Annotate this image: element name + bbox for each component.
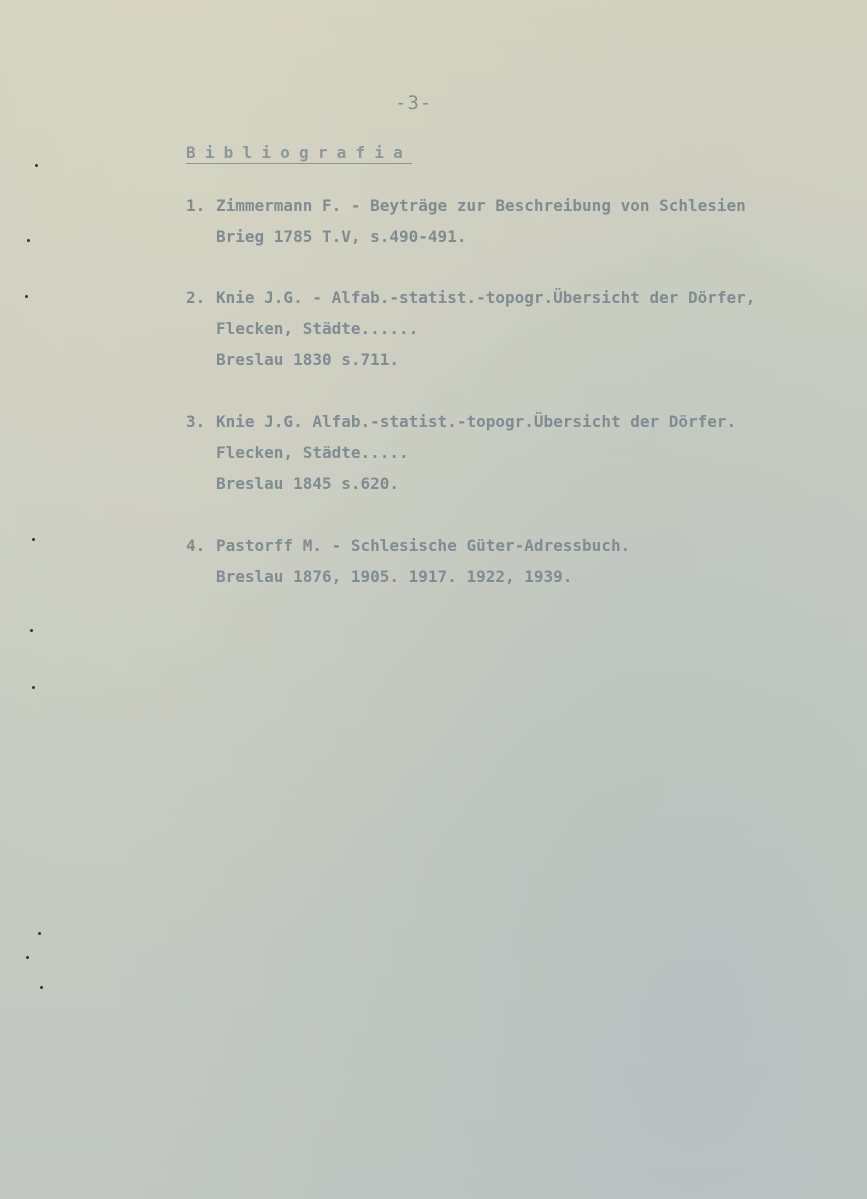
entry-text: Pastorff M. - Schlesische Güter-Adressbuch. — [216, 536, 631, 555]
bibliography-entry-2 — [186, 282, 755, 375]
entry-text: Knie J.G. - Alfab.-statist.-topogr.Übersicht der Dörfer, — [216, 288, 756, 307]
entry-line — [186, 437, 736, 468]
page-number: -3- — [395, 92, 433, 114]
entry-text: Breslau 1830 s.711. — [216, 350, 400, 369]
entry-line — [186, 313, 755, 344]
entry-line — [186, 468, 736, 499]
entry-line — [186, 406, 736, 437]
bibliography-heading: Bibliografia — [186, 143, 412, 162]
paper-speck — [32, 538, 35, 541]
entry-line — [186, 561, 630, 592]
entry-number: 4. — [186, 536, 206, 555]
entry-line — [186, 282, 755, 313]
entry-number: 1. — [186, 196, 206, 215]
paper-speck — [40, 986, 43, 989]
entry-text: Flecken, Städte...... — [216, 319, 419, 338]
entry-line — [186, 221, 746, 252]
paper-speck — [27, 239, 30, 242]
entry-line — [186, 344, 755, 375]
paper-speck — [26, 956, 29, 959]
paper-speck — [38, 932, 41, 935]
entry-text: Breslau 1876, 1905. 1917. 1922, 1939. — [216, 567, 573, 586]
paper-speck — [30, 629, 33, 632]
bibliography-entry-3 — [186, 406, 736, 499]
paper-speck — [35, 164, 38, 167]
paper-speck — [32, 686, 35, 689]
entry-line — [186, 530, 630, 561]
entry-text: Brieg 1785 T.V, s.490-491. — [216, 227, 467, 246]
bibliography-entry-1 — [186, 190, 746, 252]
entry-text: Zimmermann F. - Beyträge zur Beschreibung von Schlesien — [216, 196, 746, 215]
entry-text: Breslau 1845 s.620. — [216, 474, 400, 493]
entry-text: Flecken, Städte..... — [216, 443, 409, 462]
bibliography-entry-4 — [186, 530, 630, 592]
entry-number: 3. — [186, 412, 206, 431]
entry-text: Knie J.G. Alfab.-statist.-topogr.Übersicht der Dörfer. — [216, 412, 737, 431]
paper-speck — [25, 295, 28, 298]
entry-line — [186, 190, 746, 221]
entry-number: 2. — [186, 288, 206, 307]
